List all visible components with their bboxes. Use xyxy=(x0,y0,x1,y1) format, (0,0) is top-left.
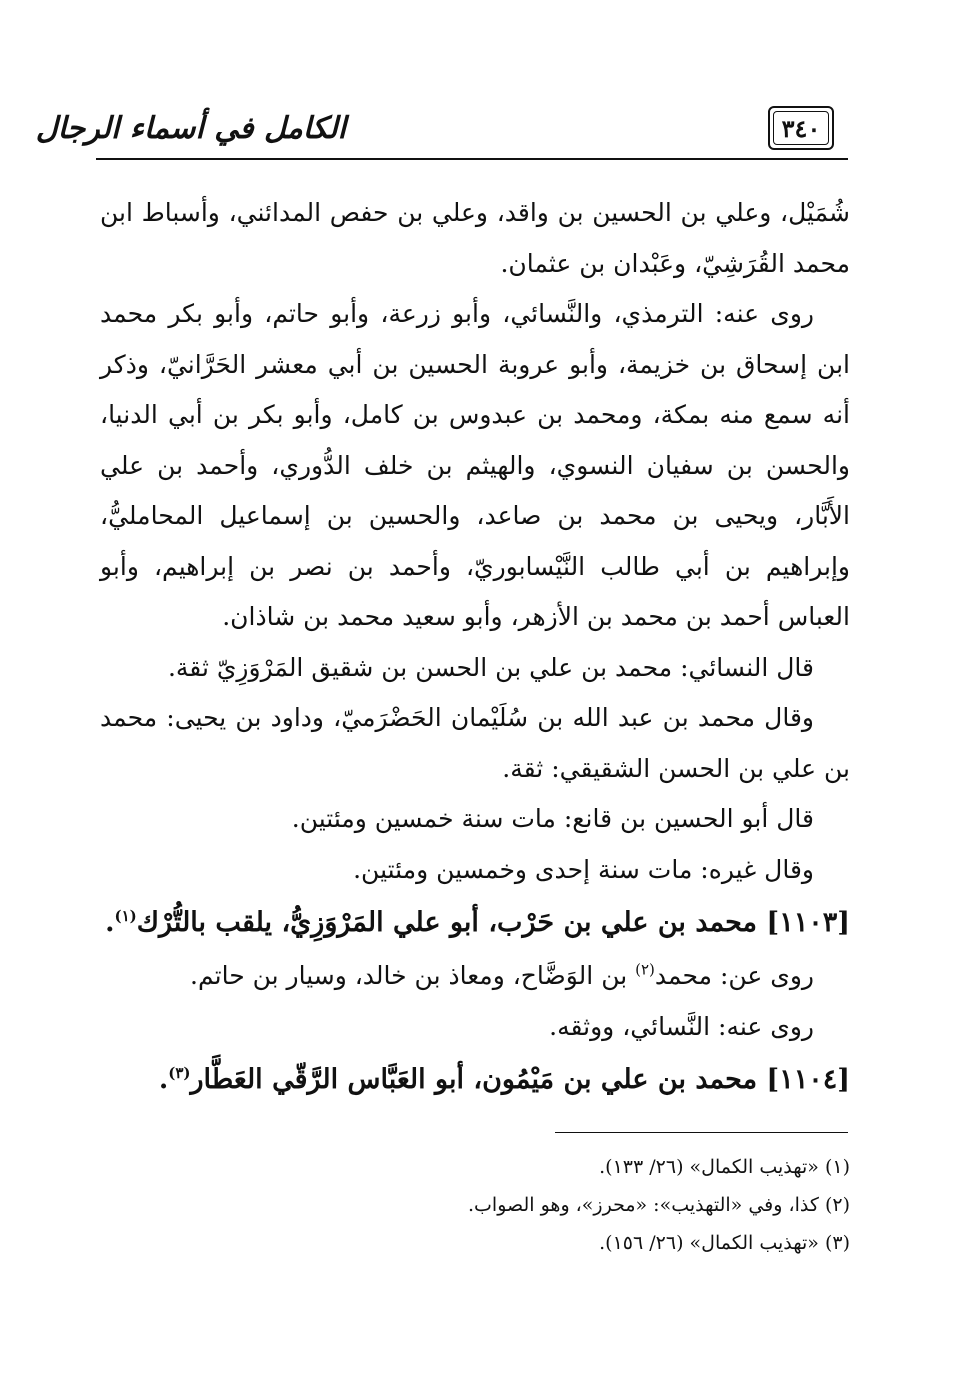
paragraph: قال النسائي: محمد بن علي بن الحسن بن شقيق المَرْوَزِيّ ثقة. xyxy=(167,652,814,682)
footnote: (١) «تهذيب الكمال» (٢٦/ ١٣٣). xyxy=(599,1156,850,1178)
footnote-reference[interactable]: (١) xyxy=(114,907,137,925)
paragraph: روى عنه: النَّسائي، ووثقه. xyxy=(549,1011,814,1041)
entry-end: . xyxy=(158,1064,169,1095)
entry-end: . xyxy=(105,907,115,938)
paragraph: وقال غيره: مات سنة إحدى وخمسين ومئتين. xyxy=(353,854,814,884)
paragraph xyxy=(100,951,850,1002)
paragraph: قال أبو الحسين بن قانع: مات سنة خمسين ومئتين. xyxy=(291,804,814,833)
paragraph: وقال محمد بن عبد الله بن سُلَيْمان الحَضْرَميّ، وداود بن يحيى: محمد بن علي بن الحسن الشقيقي: ثقة. xyxy=(100,703,850,783)
page-number: ٣٤٠ xyxy=(768,106,834,150)
footnotes xyxy=(100,1148,850,1262)
footnote: (٣) «تهذيب الكمال» (٢٦/ ١٥٦). xyxy=(599,1232,850,1254)
paragraph: شُمَيْل، وعلي بن الحسين بن واقد، وعلي بن حفص المدائني، وأسباط ابن محمد القُرَشِيّ، وعَبْدان بن عثمان. xyxy=(100,198,850,278)
entry-heading xyxy=(100,895,850,951)
header-divider xyxy=(96,158,848,160)
paragraph-part: روى عن: محمد xyxy=(654,961,814,990)
page-header xyxy=(0,0,953,170)
paragraph: روى عنه: الترمذي، والنَّسائي، وأبو زرعة، وأبو حاتم، وأبو بكر محمد ابن إسحاق بن خزيمة، وأبو عروبة الحسين بن أبي معشر الحَرَّانيّ، وذكر أنه سمع منه بمكة، ومحمد بن عبدوس بن كامل، وأبو بكر بن أبي الدنيا، والحسن بن سفيان النسوي، والهيثم بن خلف الدُّوري، وأحمد بن علي الأَبَّار، ويحيى بن محمد بن صاعد، والحسين بن إسماعيل المحامليُّ، وإبراهيم بن أبي طالب النَّيْسابوريّ، وأحمد بن نصر بن إبراهيم، وأبو العباس أحمد بن محمد بن الأزهر، وأبو سعيد محمد بن شاذان. xyxy=(100,299,850,631)
main-text xyxy=(100,188,850,1108)
entry-title: [١١٠٤] محمد بن علي بن مَيْمُون، أبو العَبَّاس الرَّقّي العَطَّار xyxy=(190,1064,850,1095)
entry-title: [١١٠٣] محمد بن علي بن حَرْب، أبو علي المَرْوَزِيُّ، يلقب بالتُّرْك xyxy=(136,907,850,938)
footnote-reference[interactable]: (٣) xyxy=(168,1064,191,1082)
footnote-reference[interactable]: (٢) xyxy=(635,960,655,979)
paragraph-part: بن الوَضَّاح، ومعاذ بن خالد، وسيار بن حاتم. xyxy=(190,961,636,990)
running-title: الكامل في أسماء الرجال xyxy=(35,111,346,146)
footnote-divider xyxy=(555,1132,848,1133)
footnote: (٢) كذا، وفي «التهذيب»: «محرز»، وهو الصواب. xyxy=(468,1194,850,1216)
entry-heading xyxy=(100,1052,850,1108)
